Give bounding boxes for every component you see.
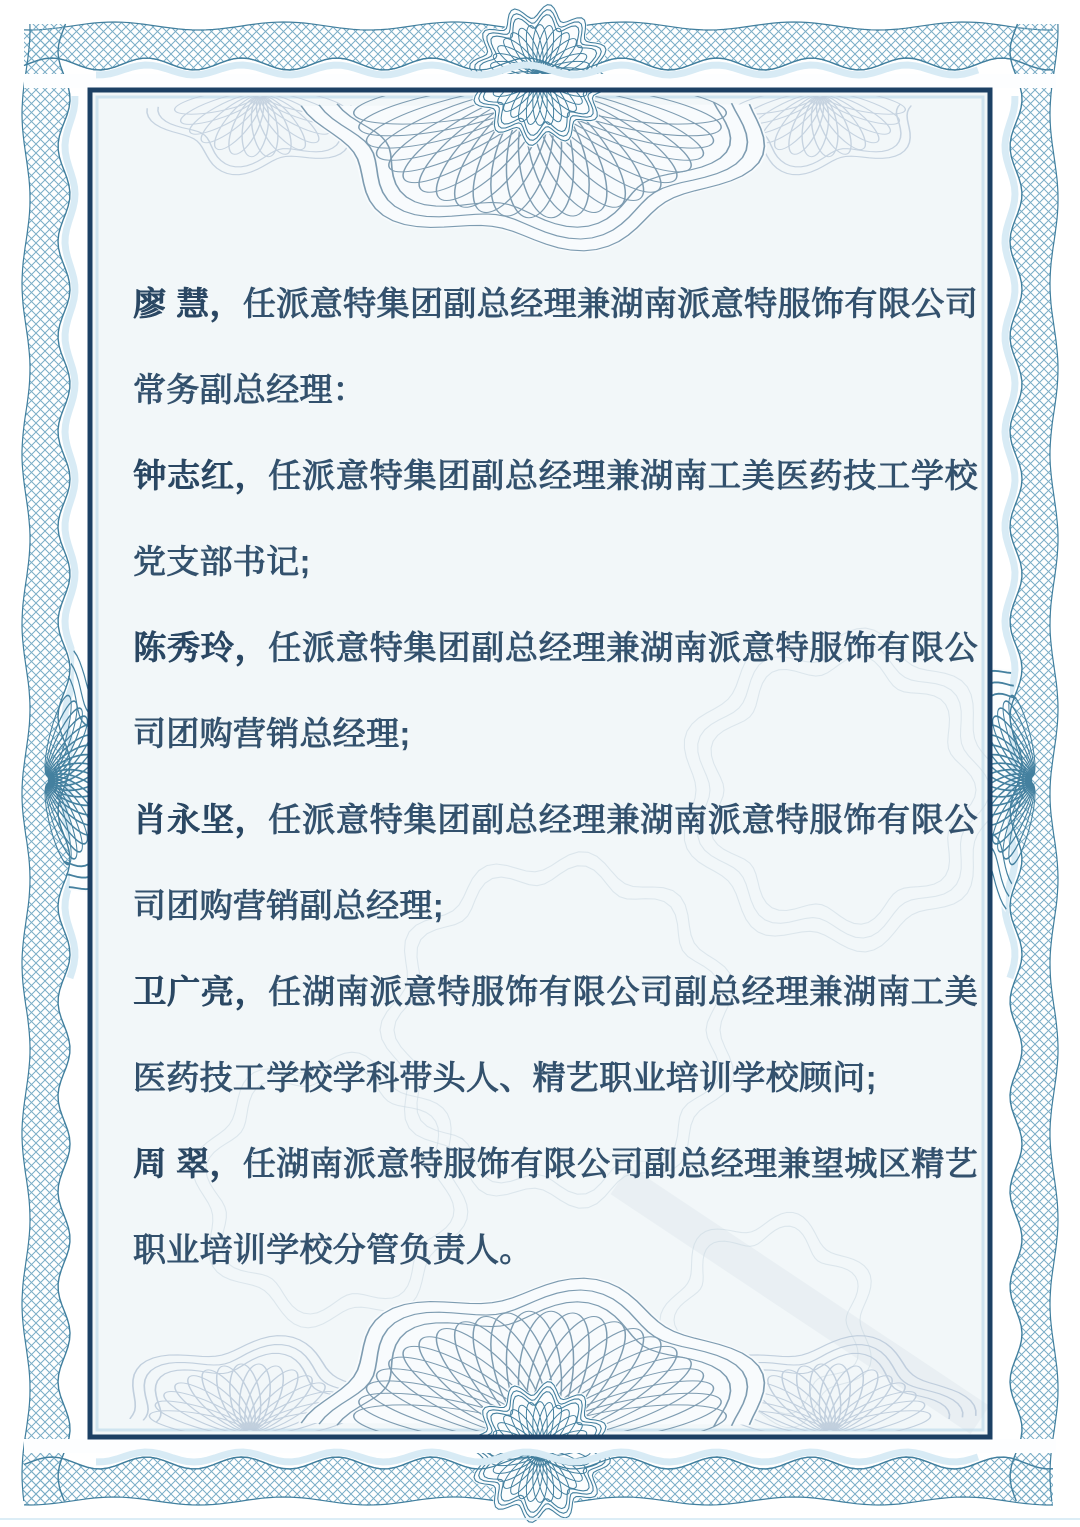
appointment-paragraph — [133, 261, 978, 433]
person-name: 廖 慧， — [133, 285, 243, 322]
person-name: 肖永坚， — [133, 801, 269, 838]
appointment-title-text: 任湖南派意特服饰有限公司副总经理兼湖南工美医药技工学校学科带头人、精艺职业培训学校顾问; — [133, 973, 978, 1096]
person-name: 卫广亮， — [133, 973, 269, 1010]
appointment-paragraph — [133, 1121, 978, 1293]
person-name: 钟志红， — [133, 457, 269, 494]
appointment-paragraph — [133, 433, 978, 605]
appointment-paragraph — [133, 605, 978, 777]
person-name: 周 翠， — [133, 1145, 243, 1182]
appointment-title-text: 任派意特集团副总经理兼湖南派意特服饰有限公司常务副总经理： — [133, 285, 978, 408]
appointment-title-text: 任湖南派意特服饰有限公司副总经理兼望城区精艺职业培训学校分管负责人。 — [133, 1145, 978, 1268]
appointment-title-text: 任派意特集团副总经理兼湖南工美医药技工学校党支部书记; — [133, 457, 978, 580]
appointment-paragraph — [133, 777, 978, 949]
appointment-title-text: 任派意特集团副总经理兼湖南派意特服饰有限公司团购营销副总经理; — [133, 801, 978, 924]
appointment-title-text: 任派意特集团副总经理兼湖南派意特服饰有限公司团购营销总经理; — [133, 629, 978, 752]
appointment-paragraph — [133, 949, 978, 1121]
appointment-text-block — [133, 261, 978, 1293]
person-name: 陈秀玲， — [133, 629, 269, 666]
